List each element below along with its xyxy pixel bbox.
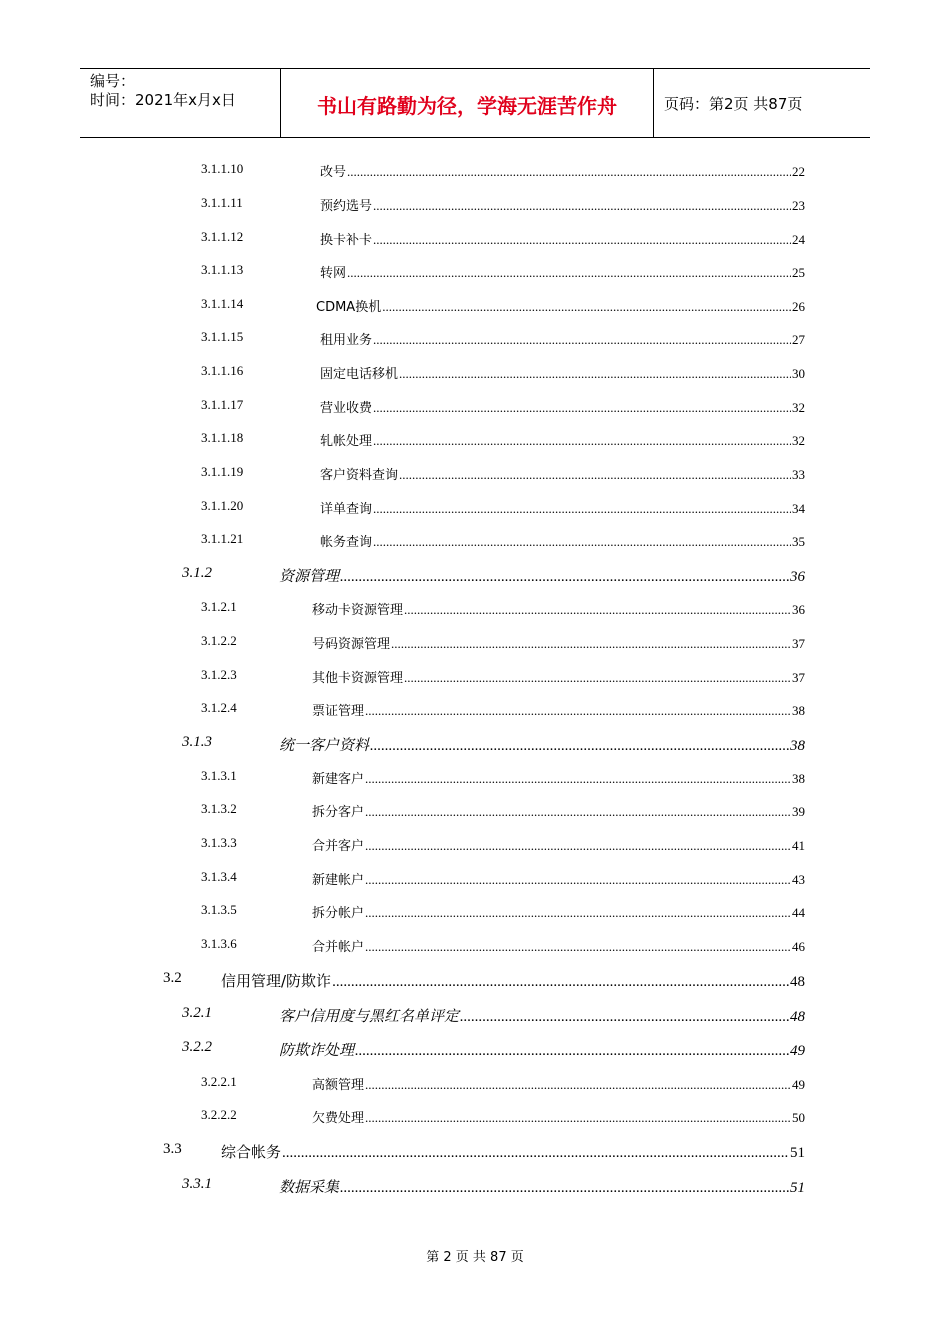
toc-dot-leader <box>399 467 791 483</box>
toc-entry-page: 51 <box>790 1180 805 1196</box>
toc-entry-title-line <box>312 768 805 787</box>
toc-dot-leader <box>347 164 791 180</box>
header-id-label: 编号： <box>90 72 136 90</box>
toc-entry-title: 高额管理 <box>312 1078 365 1093</box>
toc-entry-title: 拆分帐户 <box>312 906 365 921</box>
header-motto: 书山有路勤为径，学海无涯苦作舟 <box>281 69 654 137</box>
toc-entry-number: 3.2.1 <box>182 1005 212 1021</box>
toc-entry-number: 3.1.3.5 <box>201 902 237 917</box>
toc-entry-title-line <box>312 835 805 854</box>
toc-entry-page: 24 <box>792 232 805 247</box>
toc-entry-number: 3.1.1.10 <box>201 161 244 176</box>
toc-entry-title-line <box>312 1107 805 1126</box>
toc-entry-number: 3.3 <box>163 1141 182 1157</box>
toc-entry-page: 30 <box>792 366 805 381</box>
toc-dot-leader <box>347 265 791 281</box>
toc-entry-page: 37 <box>792 670 805 685</box>
toc-entry-number: 3.1.1.17 <box>201 397 244 412</box>
toc-dot-leader <box>365 804 791 820</box>
toc-entry-title-line <box>221 970 805 991</box>
toc-entry-title-line <box>312 599 805 618</box>
page-header <box>80 68 870 138</box>
toc-dot-leader <box>365 905 791 921</box>
toc-dot-leader <box>373 332 791 348</box>
toc-dot-leader <box>365 771 791 787</box>
toc-entry-number: 3.1.1.18 <box>201 430 244 445</box>
toc-entry-page: 35 <box>792 534 805 549</box>
toc-dot-leader <box>365 1077 791 1093</box>
toc-entry-number: 3.1.1.13 <box>201 262 244 277</box>
toc-dot-leader <box>460 1009 789 1026</box>
toc-entry-page: 26 <box>792 299 805 314</box>
toc-entry-number: 3.1.1.21 <box>201 531 244 546</box>
toc-entry-page: 50 <box>792 1110 805 1125</box>
toc-entry-title: 资源管理 <box>279 567 340 585</box>
toc-entry-title: 票证管理 <box>312 704 365 719</box>
toc-entry-page: 32 <box>792 433 805 448</box>
toc-entry-title-line <box>279 1176 805 1197</box>
toc-dot-leader <box>365 838 791 854</box>
toc-entry-title-line <box>320 430 805 449</box>
toc-entry-title: 新建帐户 <box>312 873 365 888</box>
toc-entry-page: 36 <box>792 602 805 617</box>
toc-entry-number: 3.1.2.2 <box>201 633 237 648</box>
toc-entry-title: 号码资源管理 <box>312 637 391 652</box>
toc-entry-title: 换卡补卡 <box>320 233 373 248</box>
toc-entry-title-line <box>221 1141 805 1162</box>
toc-entry-number: 3.2.2.2 <box>201 1107 237 1122</box>
toc-dot-leader <box>382 299 791 315</box>
toc-dot-leader <box>365 703 791 719</box>
toc-entry-title: 转网 <box>320 266 347 281</box>
toc-entry-title: 客户信用度与黑红名单评定 <box>279 1007 460 1025</box>
toc-entry-title: 改号 <box>320 165 347 180</box>
toc-entry-title: 详单查询 <box>320 502 373 517</box>
toc-entry-number: 3.1.3.6 <box>201 936 237 951</box>
toc-entry-title: 其他卡资源管理 <box>312 671 404 686</box>
toc-entry-title: 轧帐处理 <box>320 434 373 449</box>
toc-entry-title-line <box>320 262 805 281</box>
toc-entry-title: 拆分客户 <box>312 805 365 820</box>
toc-entry-title: 统一客户资料 <box>279 736 370 754</box>
toc-dot-leader <box>365 939 791 955</box>
header-page-info: 页码：第2页 共87页 <box>664 94 803 113</box>
header-time-label: 时间：2021年x月x日 <box>90 91 236 109</box>
toc-entry-title: 营业收费 <box>320 401 373 416</box>
toc-entry-number: 3.1.3.4 <box>201 869 237 884</box>
toc-dot-leader <box>373 198 791 214</box>
toc-dot-leader <box>399 366 791 382</box>
toc-entry-title-line <box>312 936 805 955</box>
toc-entry-page: 27 <box>792 332 805 347</box>
toc-entry-title: CDMA换机 <box>316 300 382 315</box>
toc-entry-title-line <box>320 531 805 550</box>
toc-entry-page: 48 <box>790 1009 805 1025</box>
toc-entry-page: 38 <box>790 738 805 754</box>
toc-entry-title-line <box>312 869 805 888</box>
toc-entry-title-line <box>279 1005 805 1026</box>
toc-entry-title-line <box>279 734 805 755</box>
toc-dot-leader <box>373 534 791 550</box>
toc-entry-number: 3.1.1.19 <box>201 464 244 479</box>
toc-entry-number: 3.1.1.14 <box>201 296 244 311</box>
toc-entry-page: 41 <box>792 838 805 853</box>
toc-entry-page: 44 <box>792 905 805 920</box>
toc-entry-page: 38 <box>792 771 805 786</box>
toc-entry-title: 合并帐户 <box>312 940 365 955</box>
toc-entry-title-line <box>316 296 805 315</box>
toc-entry-title-line <box>320 464 805 483</box>
toc-entry-title: 帐务查询 <box>320 535 373 550</box>
toc-entry-title: 合并客户 <box>312 839 365 854</box>
toc-entry-number: 3.1.1.12 <box>201 229 244 244</box>
toc-entry-title-line <box>312 667 805 686</box>
toc-entry-page: 36 <box>790 569 805 585</box>
toc-dot-leader <box>373 501 791 517</box>
toc-entry-page: 33 <box>792 467 805 482</box>
toc-entry-title-line <box>279 1039 805 1060</box>
toc-entry-number: 3.1.1.15 <box>201 329 244 344</box>
toc-entry-page: 23 <box>792 198 805 213</box>
toc-entry-title-line <box>320 195 805 214</box>
toc-entry-number: 3.2.2.1 <box>201 1074 237 1089</box>
toc-entry-page: 34 <box>792 501 805 516</box>
toc-dot-leader <box>373 433 791 449</box>
toc-entry-page: 39 <box>792 804 805 819</box>
toc-entry-title-line <box>320 161 805 180</box>
toc-dot-leader <box>370 738 789 755</box>
toc-entry-title: 信用管理/防欺诈 <box>221 972 332 990</box>
toc-entry-number: 3.1.2 <box>182 565 212 581</box>
toc-entry-page: 48 <box>790 974 805 990</box>
toc-entry-title: 租用业务 <box>320 333 373 348</box>
toc-entry-page: 49 <box>790 1043 805 1059</box>
toc-entry-title-line <box>320 498 805 517</box>
toc-dot-leader <box>373 400 791 416</box>
toc-dot-leader <box>355 1043 789 1060</box>
toc-entry-title-line <box>320 397 805 416</box>
toc-dot-leader <box>365 872 791 888</box>
toc-entry-page: 32 <box>792 400 805 415</box>
toc-entry-title: 数据采集 <box>279 1178 340 1196</box>
toc-entry-title: 移动卡资源管理 <box>312 603 404 618</box>
toc-entry-number: 3.2 <box>163 970 182 986</box>
toc-entry-title-line <box>279 565 805 586</box>
toc-entry-title-line <box>320 329 805 348</box>
toc-entry-number: 3.2.2 <box>182 1039 212 1055</box>
toc-entry-title: 预约选号 <box>320 199 373 214</box>
toc-entry-number: 3.1.1.20 <box>201 498 244 513</box>
toc-entry-page: 51 <box>790 1145 805 1161</box>
header-left-cell <box>80 69 281 137</box>
toc-entry-title-line <box>312 801 805 820</box>
toc-entry-page: 37 <box>792 636 805 651</box>
toc-entry-number: 3.1.1.16 <box>201 363 244 378</box>
toc-entry-title-line <box>320 363 805 382</box>
toc-entry-page: 22 <box>792 164 805 179</box>
toc-dot-leader <box>404 670 791 686</box>
toc-entry-number: 3.1.3 <box>182 734 212 750</box>
toc-entry-title: 欠费处理 <box>312 1111 365 1126</box>
toc-entry-title: 防欺诈处理 <box>279 1041 355 1059</box>
toc-entry-title: 固定电话移机 <box>320 367 399 382</box>
toc-entry-number: 3.1.2.3 <box>201 667 237 682</box>
toc-entry-number: 3.1.1.11 <box>201 195 243 210</box>
toc-entry-number: 3.3.1 <box>182 1176 212 1192</box>
toc-dot-leader <box>340 569 789 586</box>
toc-entry-title-line <box>312 1074 805 1093</box>
toc-entry-number: 3.1.2.4 <box>201 700 237 715</box>
toc-entry-number: 3.1.3.1 <box>201 768 237 783</box>
toc-entry-title: 综合帐务 <box>221 1143 282 1161</box>
toc-entry-title: 客户资料查询 <box>320 468 399 483</box>
toc-dot-leader <box>332 974 789 991</box>
toc-entry-page: 46 <box>792 939 805 954</box>
page-footer: 第 2 页 共 87 页 <box>426 1250 524 1265</box>
toc-entry-title: 新建客户 <box>312 772 365 787</box>
toc-entry-title-line <box>312 633 805 652</box>
toc-dot-leader <box>373 232 791 248</box>
toc-dot-leader <box>365 1110 791 1126</box>
toc-entry-number: 3.1.2.1 <box>201 599 237 614</box>
toc-entry-page: 43 <box>792 872 805 887</box>
toc-entry-page: 38 <box>792 703 805 718</box>
toc-dot-leader <box>340 1180 789 1197</box>
toc-entry-number: 3.1.3.2 <box>201 801 237 816</box>
toc-entry-page: 25 <box>792 265 805 280</box>
toc-entry-number: 3.1.3.3 <box>201 835 237 850</box>
toc-entry-title-line <box>312 902 805 921</box>
toc-entry-title-line <box>320 229 805 248</box>
toc-dot-leader <box>391 636 791 652</box>
toc-entry-title-line <box>312 700 805 719</box>
toc-dot-leader <box>404 602 791 618</box>
toc-dot-leader <box>282 1145 789 1162</box>
toc-entry-page: 49 <box>792 1077 805 1092</box>
